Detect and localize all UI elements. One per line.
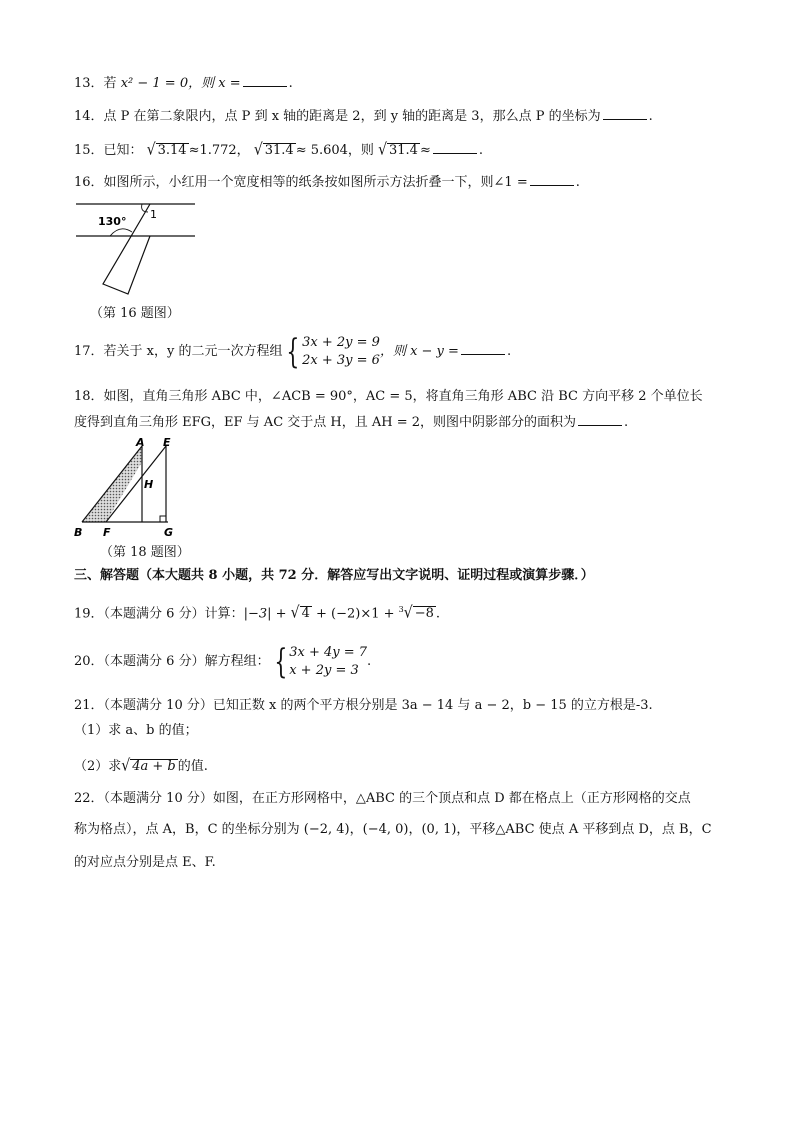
question-13: [74, 74, 293, 94]
question-21-line1: 21．（本题满分 10 分）已知正数 x 的两个平方根分别是 3a − 14 与 a − 2，b − 15 的立方根是-3.: [74, 698, 653, 713]
sqrt-symbol-icon: √: [290, 604, 300, 623]
q15-approx-a: ≈1.772，: [188, 143, 250, 158]
q17-prefix: 17．若关于 x，y 的二元一次方程组: [74, 344, 283, 359]
q14-end: .: [648, 109, 653, 124]
question-18-line2: [74, 413, 628, 433]
question-20: [74, 642, 371, 682]
q19-cbrt-index: 3: [398, 605, 404, 614]
cbrt-symbol-icon: √: [403, 604, 413, 623]
brace-icon: {: [273, 641, 287, 682]
section-3-heading: 三、解答题（本大题共 8 小题，共 72 分．解答应写出文字说明、证明过程或演算步骤．）: [74, 568, 594, 583]
q16-answer-blank: [530, 173, 574, 186]
q16-text: 16．如图所示，小红用一个宽度相等的纸条按如图所示方法折叠一下，则∠1 =: [74, 175, 528, 190]
figure-16-caption: （第 16 题图）: [90, 306, 180, 321]
question-22-line1: 22．（本题满分 10 分）如图，在正方形网格中，△ABC 的三个顶点和点 D 都在格点上（正方形网格的交点: [74, 791, 691, 806]
q19-expr-part1: |−3| +: [243, 606, 291, 622]
angle-1-label: 1: [150, 208, 157, 221]
q14-text: 14．点 P 在第二象限内，点 P 到 x 轴的距离是 2，到 y 轴的距离是 3，那么点 P 的坐标为: [74, 109, 601, 124]
q15-radicand-a: 3.14: [157, 143, 187, 158]
q15-radicand-c: 31.4: [389, 143, 418, 158]
q19-expr-part2: + (−2)×1 +: [311, 606, 399, 622]
figure-16: [70, 196, 205, 296]
q18-line2-text: 度得到直角三角形 EFG，EF 与 AC 交于点 H，且 AH = 2，则图中阴影部分的面积为: [74, 415, 577, 430]
figure-18: [70, 436, 185, 542]
label-E: E: [163, 436, 171, 449]
right-angle-mark: [160, 516, 166, 522]
question-16: [74, 173, 580, 193]
sqrt-symbol-icon: √: [146, 140, 156, 160]
sqrt-symbol-icon: √: [121, 756, 131, 776]
q13-number: 13．若: [74, 76, 117, 91]
q18-answer-blank: [578, 413, 622, 426]
q17-equation-system: [282, 331, 380, 372]
label-A: A: [136, 436, 145, 449]
question-22-line2: 称为格点），点 A，B，C 的坐标分别为 (−2, 4)，(−4, 0)，(0, 1)，平移△ABC 使点 A 平移到点 D，点 B，C: [74, 822, 712, 837]
q19-prefix: 19．（本题满分 6 分）计算：: [74, 606, 244, 622]
q20-equation-system: [270, 641, 368, 682]
q15-radicand-b: 31.4: [264, 143, 294, 158]
q21-part2-suffix: 的值.: [177, 759, 208, 774]
label-G: G: [164, 526, 174, 539]
brace-icon: {: [286, 331, 300, 372]
figure-18-caption: （第 18 题图）: [100, 545, 190, 560]
label-B: B: [74, 526, 83, 539]
question-18-line1: 18．如图，直角三角形 ABC 中，∠ACB = 90°，AC = 5，将直角三角形 ABC 沿 BC 方向平移 2 个单位长: [74, 389, 703, 404]
q19-end: .: [435, 606, 440, 622]
q19-sqrt-radicand: 4: [301, 606, 310, 622]
q19-cbrt-radicand: −8: [414, 606, 434, 622]
q20-eq1: 3x + 4y = 7: [289, 644, 368, 660]
question-19: [74, 600, 440, 624]
q21-part2-prefix: （2）求: [74, 759, 122, 774]
q20-eq2: x + 2y = 3: [289, 662, 359, 678]
question-21-part2: [74, 756, 208, 777]
q17-eq2: 2x + 3y = 6: [302, 352, 380, 368]
q13-variable: x =: [218, 76, 241, 91]
label-H: H: [144, 478, 154, 491]
label-F: F: [103, 526, 111, 539]
q15-end: .: [478, 143, 483, 158]
q21-part2-radicand: 4a + b: [132, 759, 176, 774]
q15-approx-c: ≈: [419, 143, 431, 158]
sqrt-symbol-icon: √: [378, 140, 387, 160]
question-22-line3: 的对应点分别是点 E、F.: [74, 855, 216, 870]
q20-end: .: [367, 654, 372, 669]
question-21-part1: （1）求 a、b 的值；: [74, 723, 198, 738]
q13-equation: x² − 1 = 0，则: [120, 76, 215, 91]
question-14: [74, 107, 653, 127]
angle-130-label: 130°: [98, 215, 127, 228]
question-17: [74, 332, 511, 372]
q16-end: .: [575, 175, 580, 190]
q18-end: .: [624, 415, 629, 430]
sqrt-symbol-icon: √: [253, 140, 263, 160]
q17-answer-blank: [461, 342, 505, 355]
q13-end: .: [288, 76, 293, 91]
q15-prefix: 15．已知：: [74, 143, 143, 158]
q17-eq1: 3x + 2y = 9: [302, 334, 380, 350]
q17-suffix: ，则 x − y =: [379, 344, 459, 359]
q17-end: .: [506, 344, 512, 359]
q14-answer-blank: [603, 107, 647, 120]
fold-mark: [110, 229, 132, 236]
question-15: [74, 140, 483, 161]
q15-answer-blank: [433, 141, 477, 154]
q20-prefix: 20．（本题满分 6 分）解方程组：: [74, 654, 270, 669]
q15-approx-b: ≈ 5.604，则: [295, 143, 374, 158]
q13-answer-blank: [243, 74, 287, 87]
